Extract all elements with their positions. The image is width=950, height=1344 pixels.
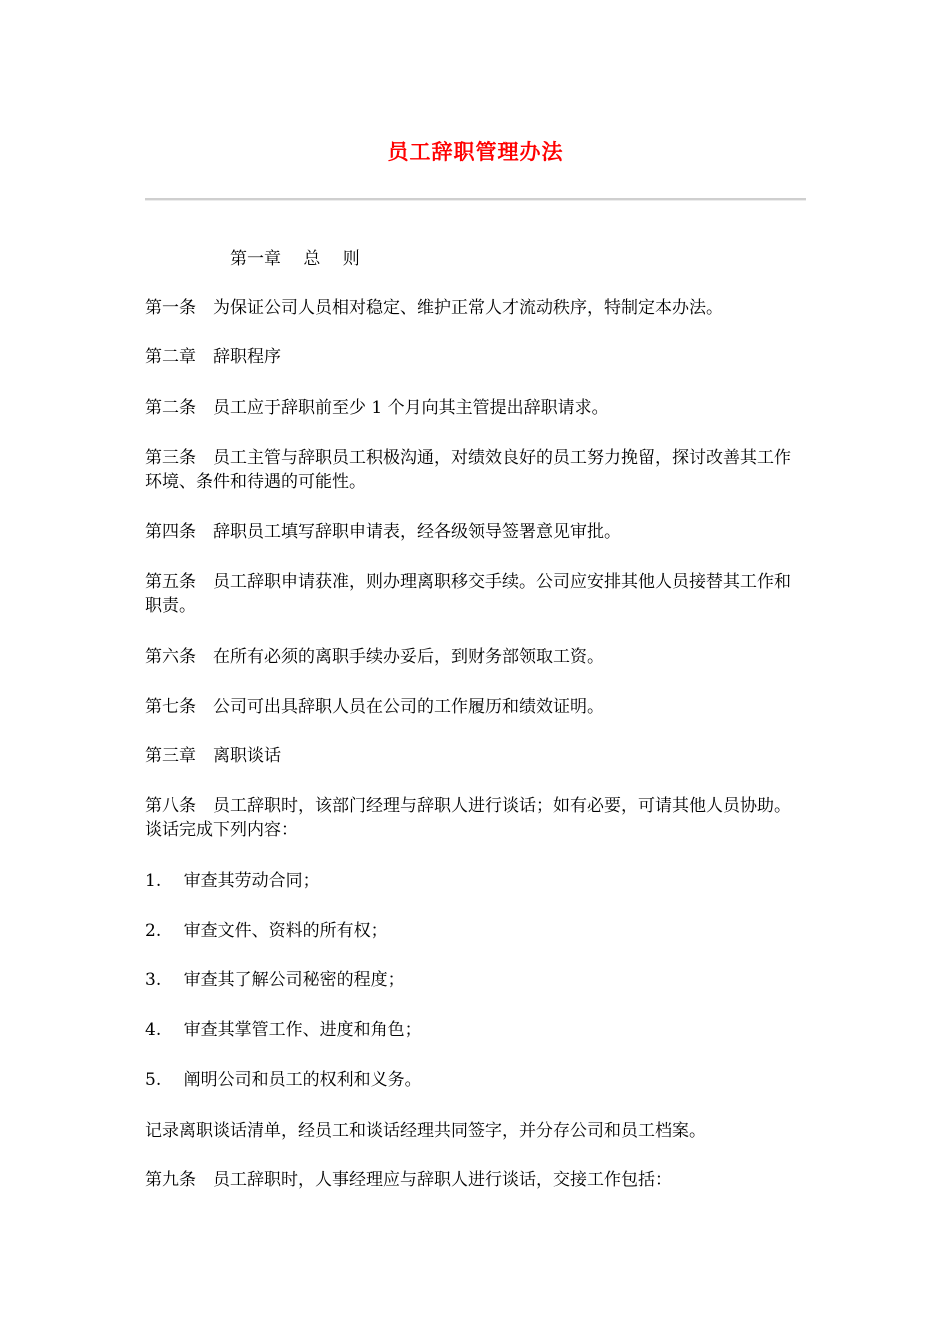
article-9: 第九条 员工辞职时，人事经理应与辞职人进行谈话，交接工作包括： xyxy=(145,1170,672,1190)
chapter-1-heading: 第一章 总 则 xyxy=(230,249,360,269)
list-item: 2. 审查文件、资料的所有权； xyxy=(145,921,388,941)
article-7: 第七条 公司可出具辞职人员在公司的工作履历和绩效证明。 xyxy=(145,697,604,717)
list-item: 5. 阐明公司和员工的权利和义务。 xyxy=(145,1070,422,1090)
list-item: 3. 审查其了解公司秘密的程度； xyxy=(145,970,405,990)
article-3: 第三条 员工主管与辞职员工积极沟通，对绩效良好的员工努力挽留，探讨改善其工作环境、条件和待遇的可能性。 xyxy=(145,448,791,492)
article-4: 第四条 辞职员工填写辞职申请表，经各级领导签署意见审批。 xyxy=(145,522,621,542)
title-divider xyxy=(145,198,806,201)
list-item: 4. 审查其掌管工作、进度和角色； xyxy=(145,1020,422,1040)
chapter-3-heading: 第三章 离职谈话 xyxy=(145,746,281,766)
list-item: 1. 审查其劳动合同； xyxy=(145,871,320,891)
article-1: 第一条 为保证公司人员相对稳定、维护正常人才流动秩序，特制定本办法。 xyxy=(145,298,723,318)
article-2: 第二条 员工应于辞职前至少 1 个月向其主管提出辞职请求。 xyxy=(145,398,609,418)
chapter-2-heading: 第二章 辞职程序 xyxy=(145,347,281,367)
article-5: 第五条 员工辞职申请获准，则办理离职移交手续。公司应安排其他人员接替其工作和职责。 xyxy=(145,572,791,616)
article-6: 第六条 在所有必须的离职手续办妥后，到财务部领取工资。 xyxy=(145,647,604,667)
interview-record-note: 记录离职谈话清单，经员工和谈话经理共同签字，并分存公司和员工档案。 xyxy=(145,1121,706,1141)
document-title: 员工辞职管理办法 xyxy=(387,139,564,164)
article-8: 第八条 员工辞职时，该部门经理与辞职人进行谈话；如有必要，可请其他人员协助。谈话完成下列内容： xyxy=(145,796,791,840)
